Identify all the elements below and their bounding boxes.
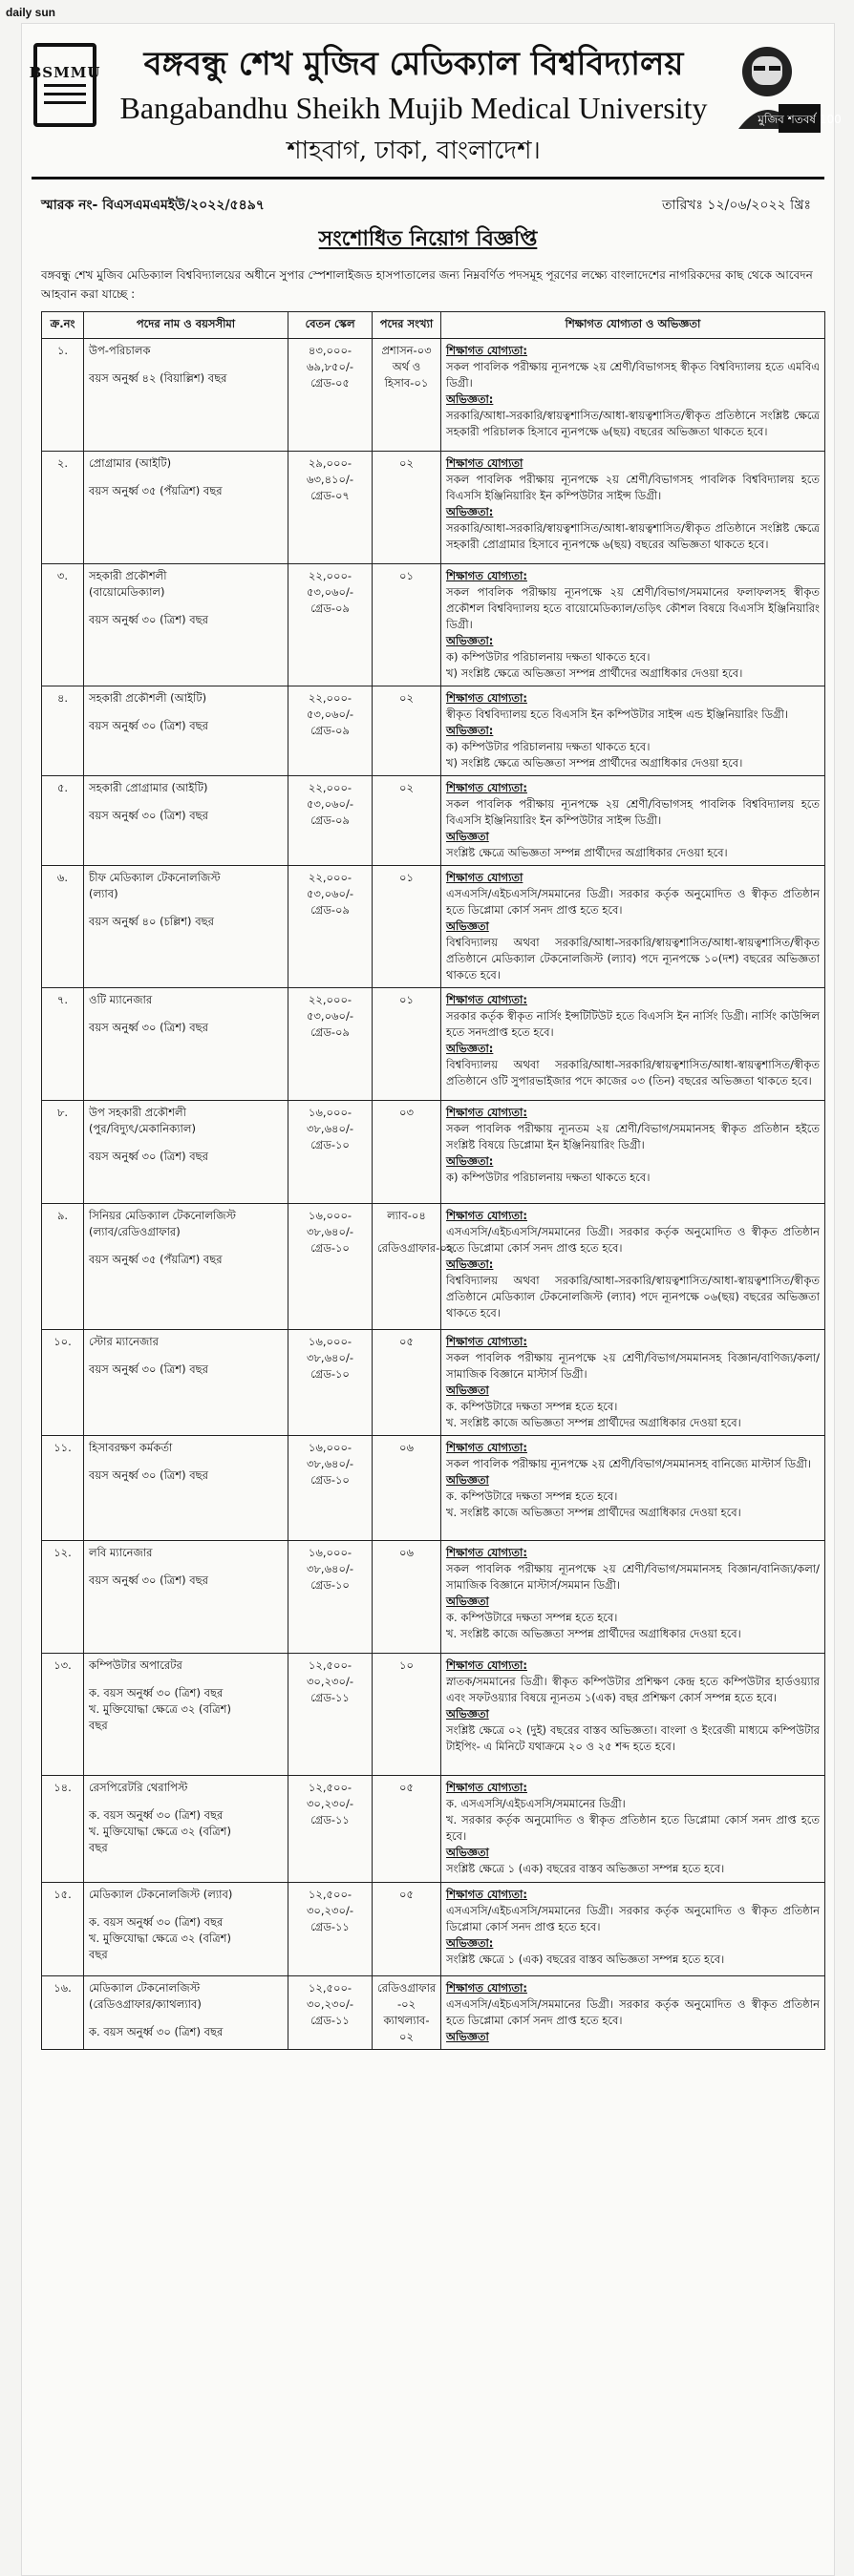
experience-label: অভিজ্ঞতা [446,830,489,843]
qualification-cell [441,339,825,452]
qualification-cell [441,1976,825,2050]
serial-number: ৩. [56,569,69,582]
experience-text: বিশ্ববিদ্যালয় অথবা সরকারি/আধা-সরকারি/স্বায়ত্বশাসিত/আধা-স্বায়ত্বশাসিত/স্বীকৃত প্রতিষ্ঠানে মেডিক্যাল টেকনোলজিস্ট (ল্যাব) পদে ন্যূনপক্ষে ০৬(ছয়) বছরের অভিজ্ঞতা থাকতে হবে। [446,1274,820,1320]
table-row [42,866,825,988]
serial-number: ৬. [56,871,69,884]
post-name: স্টোর ম্যানেজার [89,1335,159,1348]
pay-scale: ৪৩,০০০- ৬৯,৮৫০/- গ্রেড-০৫ [306,344,354,390]
pay-scale: ১২,৫০০- ৩০,২৩০/- গ্রেড-১১ [306,1658,354,1704]
pay-cell [288,1654,373,1776]
qualification-cell [441,866,825,988]
pay-cell [288,776,373,866]
post-count: ০৩ [399,1106,414,1119]
table-row [42,564,825,686]
education-text: এসএসসি/এইচএসসি/সমমানের ডিগ্রী। সরকার কর্তৃক অনুমোদিত ও স্বীকৃত প্রতিষ্ঠান হতে ডিপ্লোমা কোর্স সনদ প্রাপ্ত হতে হবে। [446,887,820,917]
col-serial: ক্র.নং [42,312,84,339]
serial-number: ৫. [56,781,69,794]
qualification-cell [441,1436,825,1541]
education-label: শিক্ষাগত যোগ্যতা [446,456,523,470]
experience-label: অভিজ্ঞতা: [446,634,494,647]
age-limit: বয়স অনুর্ধ্ব ৩০ (ত্রিশ) বছর [89,1362,208,1376]
serial-number: ৮. [56,1106,69,1119]
col-post: পদের নাম ও বয়সসীমা [84,312,288,339]
education-text: এসএসসি/এইচএসসি/সমমানের ডিগ্রী। সরকার কর্তৃক অনুমোদিত ও স্বীকৃত প্রতিষ্ঠান ডিপ্লোমা কোর্স সনদ প্রাপ্ত হতে হবে। [446,1904,820,1933]
post-cell [84,776,288,866]
pay-scale: ২২,০০০- ৫৩,০৬০/- গ্রেড-০৯ [306,871,354,917]
pay-cell [288,1776,373,1883]
pay-scale: ২৯,০০০- ৬৩,৪১০/- গ্রেড-০৭ [306,456,354,502]
pay-scale: ১৬,০০০- ৩৮,৬৪০/- গ্রেড-১০ [306,1546,354,1592]
experience-label: অভিজ্ঞতা: [446,1042,494,1055]
count-cell [373,776,441,866]
post-cell [84,1776,288,1883]
pay-cell [288,1204,373,1330]
post-cell [84,1976,288,2050]
serial-cell [42,339,84,452]
education-label: শিক্ষাগত যোগ্যতা: [446,1546,527,1559]
post-name: হিসাবরক্ষণ কর্মকর্তা [89,1441,173,1454]
age-limit: ক. বয়স অনুর্ধ্ব ৩০ (ত্রিশ) বছর খ. মুক্তিযোদ্ধা ক্ষেত্রে ৩২ (বত্রিশ) বছর [89,1808,231,1854]
post-name: মেডিক্যাল টেকনোলজিস্ট (রেডিওগ্রাফার/ক্যাথল্যাব) [89,1981,202,2011]
education-text: সকল পাবলিক পরীক্ষায় ন্যূনপক্ষে ২য় শ্রেণী/বিভাগসহ পাবলিক বিশ্ববিদ্যালয় হতে বিএসসি ইঞ্জিনিয়ারিং ইন কম্পিউটার সাইন্স ডিগ্রী। [446,473,820,502]
education-label: শিক্ষাগত যোগ্যতা: [446,993,527,1006]
education-label: শিক্ষাগত যোগ্যতা: [446,569,527,582]
experience-label: অভিজ্ঞতা: [446,1936,494,1950]
serial-cell [42,1436,84,1541]
table-row [42,1883,825,1976]
table-row [42,686,825,776]
col-pay-scale: বেতন স্কেল [288,312,373,339]
count-cell [373,1776,441,1883]
age-limit: বয়স অনুর্ধ্ব ৩০ (ত্রিশ) বছর [89,809,208,822]
count-cell [373,1541,441,1654]
count-cell [373,1204,455,1330]
title-bengali: বঙ্গবন্ধু শেখ মুজিব মেডিক্যাল বিশ্ববিদ্যালয় [143,45,684,83]
pay-scale: ১২,৫০০- ৩০,২৩০/- গ্রেড-১১ [306,1981,354,2027]
age-limit: বয়স অনুর্ধ্ব ৩৫ (পঁয়ত্রিশ) বছর [89,484,223,497]
serial-number: ১১. [53,1441,72,1454]
pay-scale: ১৬,০০০- ৩৮,৬৪০/- গ্রেড-১০ [306,1335,354,1381]
experience-text: সংশ্লিষ্ট ক্ষেত্রে ০২ (দুই) বছরের বাস্তব অভিজ্ঞতা। বাংলা ও ইংরেজী মাধ্যমে কম্পিউটার টাইপিং- এ মিনিটে যথাক্রমে ২০ ও ২৫ শব্দ হতে হবে। [446,1723,820,1753]
experience-label: অভিজ্ঞতা [446,1846,489,1859]
education-text: স্বীকৃত বিশ্ববিদ্যালয় হতে বিএসসি ইন কম্পিউটার সাইন্স এন্ড ইঞ্জিনিয়ারিং ডিগ্রী। [446,707,789,721]
title-english: Bangabandhu Sheikh Mujib Medical University [119,91,708,125]
education-text: সকল পাবলিক পরীক্ষায় ন্যূনপক্ষে ২য় শ্রেণী/বিভাগ/সমমানসহ বিজ্ঞান/বাণিজ্য/কলা/সামাজিক বিজ্ঞানে মাস্টার্স ডিগ্রী। [446,1351,820,1381]
experience-label: অভিজ্ঞতা [446,1594,489,1608]
post-cell [84,1654,288,1776]
notice-title: সংশোধিত নিয়োগ বিজ্ঞপ্তি [318,226,538,251]
pay-cell [288,1101,373,1204]
post-name: উপ-পরিচালক [89,344,151,357]
pay-scale: ২২,০০০- ৫৩,০৬০/- গ্রেড-০৯ [306,691,354,737]
experience-text: ক. কম্পিউটারে দক্ষতা সম্পন্ন হতে হবে। খ. সংশ্লিষ্ট কাজে অভিজ্ঞতা সম্পন্ন প্রার্থীদের অগ্রাধিকার দেওয়া হবে। [446,1611,741,1640]
education-text: সকল পাবলিক পরীক্ষায় ন্যূনপক্ষে ২য় শ্রেণী/বিভাগসহ স্বীকৃত বিশ্ববিদ্যালয় হতে এমবিএ ডিগ্রী। [446,360,820,390]
post-count: ০২ [399,456,414,470]
pay-cell [288,686,373,776]
post-name: উপ সহকারী প্রকৌশলী (পুর/বিদ্যুৎ/মেকানিক্যাল) [89,1106,196,1135]
serial-cell [42,1776,84,1883]
table-row [42,1654,825,1776]
table-row [42,452,825,564]
education-text: সকল পাবলিক পরীক্ষায় ন্যূনপক্ষে ২য় শ্রেণী/বিভাগসহ পাবলিক বিশ্ববিদ্যালয় হতে বিএসসি ইঞ্জিনিয়ারিং ইন কম্পিউটার সাইন্স ডিগ্রী। [446,797,820,827]
serial-cell [42,776,84,866]
serial-number: ১০. [53,1335,72,1348]
count-cell [373,339,441,452]
qualification-cell [441,452,825,564]
intro-text: বঙ্গবন্ধু শেখ মুজিব মেডিক্যাল বিশ্ববিদ্যালয়ের অধীনে সুপার স্পেশালাইজড হাসপাতালের জন্য নিম্নবর্ণিত পদসমূহ পূরণের লক্ষ্যে বাংলাদেশের নাগরিকদের কাছ থেকে আবেদন আহবান করা যাচ্ছে : [41,268,813,301]
notice-date: তারিখঃ ১২/০৬/২০২২ খ্রিঃ [662,198,811,213]
serial-cell [42,686,84,776]
education-label: শিক্ষাগত যোগ্যতা: [446,1888,527,1901]
experience-label: অভিজ্ঞতা [446,2030,489,2043]
experience-text: সংশ্লিষ্ট ক্ষেত্রে ১ (এক) বছরের বাস্তব অভিজ্ঞতা সম্পন্ন হতে হবে। [446,1862,725,1875]
education-text: এসএসসি/এইচএসসি/সমমানের ডিগ্রী। সরকার কর্তৃক অনুমোদিত ও স্বীকৃত প্রতিষ্ঠান হতে ডিপ্লোমা কোর্স সনদ প্রাপ্ত হতে হবে। [446,1225,820,1255]
education-text: সরকার কর্তৃক স্বীকৃত নার্সিং ইন্সটিটিউট হতে বিএসসি ইন নার্সিং ডিগ্রী। নার্সিং কাউন্সিল হতে সনদপ্রাপ্ত হতে হবে। [446,1009,820,1039]
post-name: প্রোগ্রামার (আইটি) [89,456,172,470]
education-label: শিক্ষাগত যোগ্যতা: [446,1441,527,1454]
serial-cell [42,564,84,686]
post-cell [84,1101,288,1204]
education-text: সকল পাবলিক পরীক্ষায় ন্যূনপক্ষে ২য় শ্রেণী/বিভাগ/সমমানসহ বানিজ্যে মাস্টার্স ডিগ্রী। [446,1457,812,1470]
experience-text: সরকারি/আধা-সরকারি/স্বায়ত্বশাসিত/আধা-স্বায়ত্বশাসিত/স্বীকৃত প্রতিষ্ঠানে সংশ্লিষ্ট ক্ষেত্রে সহকারী পরিচালক হিসাবে ন্যূনপক্ষে ৬(ছয়) বছরের অভিজ্ঞতা থাকতে হবে। [446,409,820,438]
post-name: সহকারী প্রকৌশলী (আইটি) [89,691,207,705]
count-cell [373,988,441,1101]
qualification-cell [441,686,825,776]
age-limit: ক. বয়স অনুর্ধ্ব ৩০ (ত্রিশ) বছর খ. মুক্তিযোদ্ধা ক্ষেত্রে ৩২ (বত্রিশ) বছর [89,1686,231,1732]
education-label: শিক্ষাগত যোগ্যতা: [446,691,527,705]
experience-text: ক. কম্পিউটারে দক্ষতা সম্পন্ন হতে হবে। খ. সংশ্লিষ্ট কাজে অভিজ্ঞতা সম্পন্ন প্রার্থীদের অগ্রাধিকার দেওয়া হবে। [446,1400,741,1429]
post-cell [84,686,288,776]
qualification-cell [441,776,825,866]
header-divider [32,177,824,179]
header [22,24,842,186]
post-cell [84,1883,288,1976]
pay-scale: ১৬,০০০- ৩৮,৬৪০/- গ্রেড-১০ [306,1209,354,1255]
serial-number: ৯. [56,1209,69,1222]
table-row [42,339,825,452]
pay-cell [288,1541,373,1654]
post-count: ০৫ [399,1888,414,1901]
memo-number: স্মারক নং- বিএসএমএমইউ/২০২২/৫৪৯৭ [41,198,265,213]
age-limit: বয়স অনুর্ধ্ব ৩০ (ত্রিশ) বছর [89,1021,208,1034]
age-limit: বয়স অনুর্ধ্ব ৩০ (ত্রিশ) বছর [89,613,208,626]
post-count: ০১ [399,993,414,1006]
pay-cell [288,564,373,686]
serial-cell [42,1541,84,1654]
serial-cell [42,1883,84,1976]
experience-text: ক) কম্পিউটার পরিচালনায় দক্ষতা থাকতে হবে। খ) সংশ্লিষ্ট ক্ষেত্রে অভিজ্ঞতা সম্পন্ন প্রার্থীদের অগ্রাধিকার দেওয়া হবে। [446,740,743,770]
table-row [42,1541,825,1654]
experience-text: বিশ্ববিদ্যালয় অথবা সরকারি/আধা-সরকারি/স্বায়ত্বশাসিত/আধা-স্বায়ত্বশাসিত/স্বীকৃত প্রতিষ্ঠানে মেডিক্যাল টেকনোলজিস্ট (ল্যাব) পদে ন্যূনপক্ষে ১০(দশ) বছরের অভিজ্ঞতা থাকতে হবে। [446,936,820,982]
post-name: মেডিক্যাল টেকনোলজিস্ট (ল্যাব) [89,1888,233,1901]
experience-text: বিশ্ববিদ্যালয় অথবা সরকারি/আধা-সরকারি/স্বায়ত্বশাসিত/আধা-স্বায়ত্বশাসিত/স্বীকৃত প্রতিষ্ঠানে ওটি সুপারভাইজার পদে কাজের ০৩ (তিন) বছরের অভিজ্ঞতা থাকতে হবে। [446,1058,820,1087]
count-cell [373,1883,441,1976]
qualification-cell [441,564,825,686]
pay-scale: ১৬,০০০- ৩৮,৬৪০/- গ্রেড-১০ [306,1106,354,1151]
experience-label: অভিজ্ঞতা [446,1707,489,1721]
pay-cell [288,1883,373,1976]
qualification-cell [441,1776,825,1883]
experience-text: ক. কম্পিউটারে দক্ষতা সম্পন্ন হতে হবে। খ. সংশ্লিষ্ট কাজে অভিজ্ঞতা সম্পন্ন প্রার্থীদের অগ্রাধিকার দেওয়া হবে। [446,1489,741,1519]
table-row [42,1976,825,2050]
pay-scale: ১২,৫০০- ৩০,২৩০/- গ্রেড-১১ [306,1888,354,1933]
serial-cell [42,1976,84,2050]
post-name: লবি ম্যানেজার [89,1546,153,1559]
table-row [42,1436,825,1541]
age-limit: ক. বয়স অনুর্ধ্ব ৩০ (ত্রিশ) বছর [89,2025,224,2038]
qualification-cell [441,1883,825,1976]
post-count: ০২ [399,781,414,794]
age-limit: বয়স অনুর্ধ্ব ৩০ (ত্রিশ) বছর [89,1150,208,1163]
post-count: ০১ [399,569,414,582]
education-text: সকল পাবলিক পরীক্ষায় ন্যূনপক্ষে ২য় শ্রেণী/বিভাগ/সমমানের ফলাফলসহ স্বীকৃত প্রকৌশল বিশ্ববিদ্যালয় হতে বায়োমেডিক্যাল/তড়িৎ কৌশল বিষয়ে বিএসসি ইঞ্জিনিয়ারিং ডিগ্রী। [446,585,820,631]
pay-cell [288,1976,373,2050]
post-count: প্রশাসন-০৩ অর্থ ও হিসাব-০১ [381,344,432,390]
experience-label: অভিজ্ঞতা: [446,505,494,518]
post-count: ০৬ [399,1546,414,1559]
experience-label: অভিজ্ঞতা: [446,392,494,406]
serial-number: ১২. [53,1546,72,1559]
education-text: ক. এসএসসি/এইচএসসি/সমমানের ডিগ্রী। খ. সরকার কর্তৃক অনুমোদিত ও স্বীকৃত প্রতিষ্ঠান হতে ডিপ্লোমা কোর্স সনদ প্রাপ্ত হতে হবে। [446,1797,820,1843]
serial-cell [42,452,84,564]
pay-cell [288,1330,373,1436]
education-text: সকল পাবলিক পরীক্ষায় ন্যূনপক্ষে ২য় শ্রেণী/বিভাগ/সমমানসহ বিজ্ঞান/বানিজ্য/কলা/সামাজিক বিজ্ঞানে মাস্টার্স/সমমান ডিগ্রী। [446,1562,820,1592]
serial-number: ১৫. [53,1888,72,1901]
col-post-count: পদের সংখ্যা [373,312,441,339]
pay-cell [288,988,373,1101]
age-limit: ক. বয়স অনুর্ধ্ব ৩০ (ত্রিশ) বছর খ. মুক্তিযোদ্ধা ক্ষেত্রে ৩২ (বত্রিশ) বছর [89,1915,231,1961]
education-text: সকল পাবলিক পরীক্ষায় ন্যূনতম ২য় শ্রেণী/বিভাগ/সমমানসহ স্বীকৃত প্রতিষ্ঠান হইতে সংশ্লিষ্ট বিষয়ে ডিপ্লোমা ইন ইঞ্জিনিয়ারিং ডিগ্রী। [446,1122,820,1151]
logo-text: BSMMU [29,63,101,81]
post-count: ১০ [399,1658,414,1672]
serial-number: ৪. [56,691,69,705]
education-label: শিক্ষাগত যোগ্যতা: [446,1781,527,1794]
table-row [42,988,825,1101]
experience-label: অভিজ্ঞতা: [446,1257,494,1271]
count-cell [373,1330,441,1436]
experience-text: ক) কম্পিউটার পরিচালনায় দক্ষতা থাকতে হবে। [446,1171,651,1184]
education-label: শিক্ষাগত যোগ্যতা: [446,1209,527,1222]
table-body [42,339,825,2050]
pay-cell [288,452,373,564]
post-name: রেসপিরেটরি থেরাপিস্ট [89,1781,188,1794]
experience-text: ক) কম্পিউটার পরিচালনায় দক্ষতা থাকতে হবে। খ) সংশ্লিষ্ট ক্ষেত্রে অভিজ্ঞতা সম্পন্ন প্রার্থীদের অগ্রাধিকার দেওয়া হবে। [446,650,743,680]
pay-scale: ১২,৫০০- ৩০,২৩০/- গ্রেড-১১ [306,1781,354,1826]
education-text: স্নাতক/সমমানের ডিগ্রী। স্বীকৃত কম্পিউটার প্রশিক্ষণ কেন্দ্র হতে কম্পিউটার হার্ডওয়্যার এবং সফটওয়্যার বিষয়ে ন্যূনতম ১(এক) বছর প্রশিক্ষণ কোর্স সম্পন্ন হতে হবে। [446,1675,820,1704]
serial-cell [42,1204,84,1330]
post-cell [84,1330,288,1436]
university-logo [29,43,101,127]
serial-cell [42,1654,84,1776]
mujib-centenary-emblem [723,35,842,140]
education-label: শিক্ষাগত যোগ্যতা: [446,781,527,794]
experience-text: সংশ্লিষ্ট ক্ষেত্রে অভিজ্ঞতা সম্পন্ন প্রার্থীদের অগ্রাধিকার দেওয়া হবে। [446,846,728,859]
count-cell [373,866,441,988]
experience-text: সরকারি/আধা-সরকারি/স্বায়ত্বশাসিত/আধা-স্বায়ত্বশাসিত/স্বীকৃত প্রতিষ্ঠানে সংশ্লিষ্ট ক্ষেত্রে সহকারী প্রোগ্রামার হিসাবে ন্যূনপক্ষে ৬(ছয়) বছরের অভিজ্ঞতা থাকতে হবে। [446,521,820,551]
post-cell [84,564,288,686]
post-name: চীফ মেডিক্যাল টেকনোলজিস্ট (ল্যাব) [89,871,221,900]
experience-label: অভিজ্ঞতা [446,1473,489,1487]
qualification-cell [441,1204,825,1330]
count-cell [373,564,441,686]
table-row [42,1776,825,1883]
education-label: শিক্ষাগত যোগ্যতা: [446,1106,527,1119]
experience-label: অভিজ্ঞতা [446,1383,489,1397]
table-header-row [42,312,825,339]
post-name: সহকারী প্রোগ্রামার (আইটি) [89,781,208,794]
education-label: শিক্ষাগত যোগ্যতা: [446,1981,527,1995]
table-row [42,1101,825,1204]
post-cell [84,339,288,452]
post-count: ০৫ [399,1335,414,1348]
pay-scale: ২২,০০০- ৫৩,০৬০/- গ্রেড-০৯ [306,781,354,827]
post-count: ০৬ [399,1441,414,1454]
post-cell [84,1541,288,1654]
age-limit: বয়স অনুর্ধ্ব ৪০ (চল্লিশ) বছর [89,915,214,928]
post-count: ল্যাব-০৪ রেডিওগ্রাফার-০২ [377,1209,455,1255]
education-label: শিক্ষাগত যোগ্যতা: [446,344,527,357]
post-cell [84,1204,288,1330]
table-row [42,1204,825,1330]
count-cell [373,1654,441,1776]
pay-scale: ২২,০০০- ৫৩,০৬০/- গ্রেড-০৯ [306,569,354,615]
emblem-text: মুজিব শতবর্ষ 100 [758,113,842,126]
post-cell [84,988,288,1101]
post-count: রেডিওগ্রাফার -০২ ক্যাথল্যাব- ০২ [377,1981,437,2043]
col-qualification: শিক্ষাগত যোগ্যতা ও অভিজ্ঞতা [441,312,825,339]
pay-cell [288,339,373,452]
serial-number: ১৪. [53,1781,72,1794]
count-cell [373,1976,441,2050]
pay-cell [288,1436,373,1541]
serial-number: ৭. [56,993,69,1006]
age-limit: বয়স অনুর্ধ্ব ৩৫ (পঁয়ত্রিশ) বছর [89,1253,223,1266]
experience-label: অভিজ্ঞতা [446,919,489,933]
pay-scale: ১৬,০০০- ৩৮,৬৪০/- গ্রেড-১০ [306,1441,354,1487]
post-name: ওটি ম্যানেজার [89,993,153,1006]
pay-scale: ২২,০০০- ৫৩,০৬০/- গ্রেড-০৯ [306,993,354,1039]
address: শাহবাগ, ঢাকা, বাংলাদেশ। [287,137,541,165]
qualification-cell [441,1330,825,1436]
serial-number: ২. [56,456,69,470]
serial-cell [42,1101,84,1204]
age-limit: বয়স অনুর্ধ্ব ৩০ (ত্রিশ) বছর [89,1573,208,1587]
age-limit: বয়স অনুর্ধ্ব ৩০ (ত্রিশ) বছর [89,1468,208,1482]
serial-cell [42,866,84,988]
serial-number: ১৬. [53,1981,72,1995]
table-row [42,1330,825,1436]
education-label: শিক্ষাগত যোগ্যতা [446,871,523,884]
post-name: সহকারী প্রকৌশলী (বায়োমেডিক্যাল) [89,569,167,599]
vacancy-table [41,311,825,2050]
qualification-cell [441,1541,825,1654]
age-limit: বয়স অনুর্ধ্ব ৪২ (বিয়াল্লিশ) বছর [89,371,227,385]
serial-cell [42,1330,84,1436]
notice-sheet [21,23,842,2576]
post-count: ০২ [399,691,414,705]
experience-label: অভিজ্ঞতা: [446,724,494,737]
experience-label: অভিজ্ঞতা: [446,1154,494,1168]
post-count: ০৫ [399,1781,414,1794]
age-limit: বয়স অনুর্ধ্ব ৩০ (ত্রিশ) বছর [89,719,208,732]
serial-cell [42,988,84,1101]
qualification-cell [441,988,825,1101]
count-cell [373,452,441,564]
count-cell [373,1436,441,1541]
serial-number: ১৩. [53,1658,72,1672]
count-cell [373,686,441,776]
qualification-cell [441,1654,825,1776]
reference-line [22,186,834,219]
experience-text: সংশ্লিষ্ট ক্ষেত্রে ১ (এক) বছরের বাস্তব অভিজ্ঞতা সম্পন্ন হতে হবে। [446,1953,725,1966]
pay-cell [288,866,373,988]
education-label: শিক্ষাগত যোগ্যতা: [446,1658,527,1672]
post-name: কম্পিউটার অপারেটর [89,1658,182,1672]
post-cell [84,866,288,988]
education-text: এসএসসি/এইচএসসি/সমমানের ডিগ্রী। সরকার কর্তৃক অনুমোদিত ও স্বীকৃত প্রতিষ্ঠান হতে ডিপ্লোমা কোর্স সনদ প্রাপ্ত হতে হবে। [446,1997,820,2027]
post-count: ০১ [399,871,414,884]
serial-number: ১. [56,344,69,357]
newspaper-label: daily sun [6,6,56,19]
table-row [42,776,825,866]
post-name: সিনিয়র মেডিক্যাল টেকনোলজিস্ট (ল্যাব/রেডিওগ্রাফার) [89,1209,236,1238]
post-cell [84,452,288,564]
post-cell [84,1436,288,1541]
count-cell [373,1101,441,1204]
education-label: শিক্ষাগত যোগ্যতা: [446,1335,527,1348]
qualification-cell [441,1101,825,1204]
